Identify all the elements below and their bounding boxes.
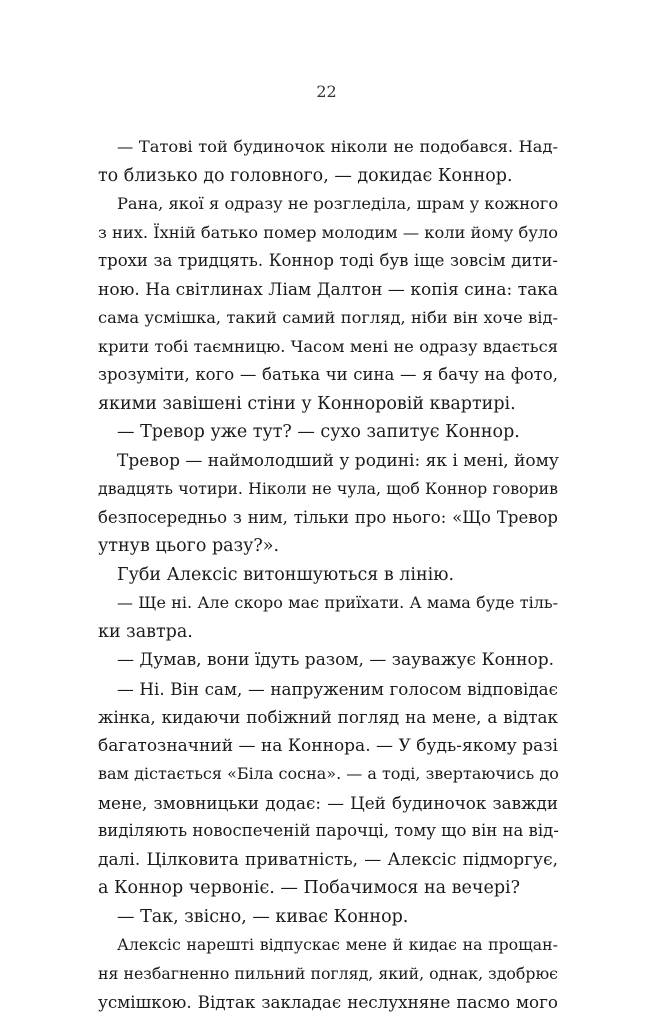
- text-line: усмішкою. Відтак закладає неслухняне пасмо мого: [98, 992, 558, 1012]
- text-line: Тревор — наймолодший у родині: як і мені, йому: [117, 450, 559, 471]
- text-line: жінка, кидаючи побіжний погляд на мене, а відтак: [98, 707, 558, 727]
- text-line: — Ще ні. Але скоро має приїхати. А мама буде тіль-: [117, 593, 558, 612]
- text-line: утнув цього разу?».: [98, 536, 280, 556]
- text-line: крити тобі таємницю. Часом мені не одразу вдається: [98, 336, 558, 356]
- text-line: то близько до головного, — докидає Коннор.: [98, 165, 513, 186]
- page-number: 22: [316, 82, 337, 101]
- text-line: а Коннор червоніє. — Побачимося на вечері?: [98, 878, 520, 898]
- text-line: — Татові той будиночок ніколи не подобався. Над-: [117, 137, 558, 156]
- text-line: сама усмішка, такий самий погляд, ніби він хоче від-: [98, 308, 558, 327]
- text-line: з них. Їхній батько помер молодим — коли йому було: [98, 222, 558, 242]
- text-line: якими завішені стіни у Конноровій квартирі.: [98, 393, 516, 414]
- text-line: зрозуміти, кого — батька чи сина — я бачу на фото,: [98, 365, 558, 384]
- text-line: Губи Алексіс витоншуються в лінію.: [117, 564, 455, 585]
- text-line: — Так, звісно, — киває Коннор.: [117, 906, 409, 927]
- text-line: двадцять чотири. Ніколи не чула, щоб Коннор говорив: [98, 479, 558, 498]
- text-line: мене, змовницьки додає: — Цей будиночок завжди: [98, 792, 558, 813]
- text-line: вам дістається «Біла сосна». — а тоді, звертаючись до: [98, 764, 559, 783]
- text-line: багатозначний — на Коннора. — У будь-якому разі: [98, 735, 558, 756]
- text-line: — Тревор уже тут? — сухо запитує Коннор.: [117, 422, 520, 442]
- text-line: трохи за тридцять. Коннор тоді був іще зовсім дити-: [98, 251, 558, 270]
- text-line: Алексіс нарешті відпускає мене й кидає на прощан-: [117, 935, 558, 954]
- text-line: ки завтра.: [98, 621, 193, 642]
- text-line: далі. Цілковита приватність, — Алексіс підморгує,: [98, 849, 558, 870]
- text-line: виділяють новоспеченій парочці, тому що він на від-: [98, 821, 559, 840]
- text-line: Рана, якої я одразу не розгледіла, шрам у кожного: [117, 194, 559, 213]
- text-line: безпосередньо з ним, тільки про нього: «Що Тревор: [98, 507, 558, 527]
- text-line: — Думав, вони їдуть разом, — зауважує Коннор.: [117, 650, 555, 670]
- text-line: ня незбагненно пильний погляд, який, однак, здобрює: [98, 963, 558, 983]
- text-line: — Ні. Він сам, — напруженим голосом відповідає: [117, 678, 558, 699]
- text-line: ною. На світлинах Ліам Далтон — копія сина: така: [98, 279, 558, 300]
- body-text: [98, 133, 558, 1017]
